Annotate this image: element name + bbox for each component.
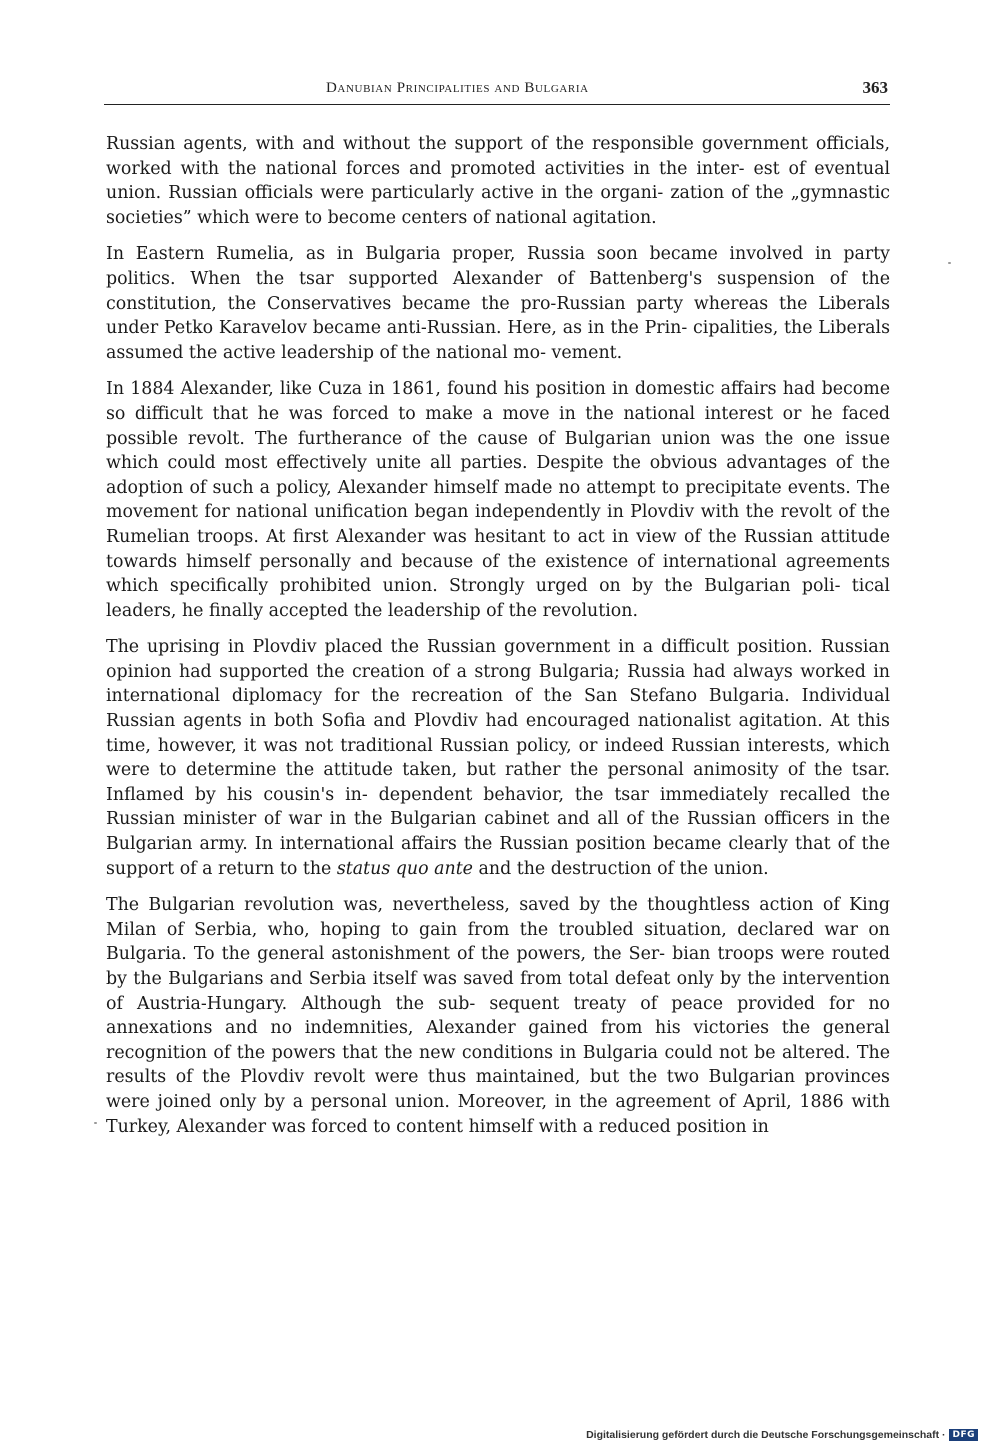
- text-line: in the Bulgarian cabinet and all of the Russian officers in the Bulgarian army.: [106, 809, 890, 855]
- paragraph-5: [106, 893, 890, 1139]
- text-line: began independently in Plovdiv with the revolt of the Rumelian troops. At: [106, 502, 891, 547]
- paragraph-4: [106, 635, 890, 881]
- paragraph-2: [106, 242, 890, 365]
- text-line: sequent treaty of peace provided for no annexations and no indemnities,: [106, 993, 890, 1039]
- body-text: [106, 132, 890, 1151]
- text-line: interest or he faced possible revolt. The furtherance of the cause of Bulgarian: [106, 403, 890, 449]
- text-line: The uprising in Plovdiv placed the Russian government in a difficult position.: [106, 637, 813, 658]
- footer-text: Digitalisierung gefördert durch die Deutsche Forschungsgemeinschaft ·: [586, 1429, 946, 1441]
- running-title: Danubian Principalities and Bulgaria: [326, 80, 589, 96]
- text-line: dependent behavior, the tsar immediately recalled the Russian minister of war: [106, 784, 890, 830]
- text-line: of a return to the: [179, 858, 337, 879]
- text-line: tical leaders, he finally accepted the leadership of the revolution.: [106, 576, 890, 621]
- text-line: nationalist agitation. At this time, however, it was not traditional Russian: [106, 711, 890, 756]
- text-line: himself personally and because of the existence of international agreements: [185, 551, 890, 572]
- text-line: Bulgaria. Individual Russian agents in both Sofia and Plovdiv had encouraged: [106, 686, 891, 732]
- text-line: The Bulgarian revolution was, nevertheless, saved by the thoughtless action: [106, 895, 814, 916]
- text-line: the obvious advantages of the adoption of such a policy, Alexander himself: [106, 453, 890, 498]
- running-header: [104, 78, 890, 105]
- text-line: In Eastern Rumelia, as in Bulgaria proper, Russia soon became involved in: [106, 244, 832, 265]
- scan-speck: [94, 1122, 97, 1124]
- text-line: In international affairs the Russian position became clearly that of the support: [106, 834, 891, 879]
- text-line: the Liberals under Petko Karavelov became anti-Russian. Here, as in the Prin-: [106, 293, 890, 339]
- text-line: had become so difficult that he was forced to make a move in the national: [106, 379, 890, 424]
- text-line: the new conditions in Bulgaria could not be altered. The results of the Plovdiv: [106, 1042, 890, 1088]
- text-line: Russian agents, with and without the support of the responsible government: [106, 134, 808, 154]
- text-line: officials, worked with the national forces and promoted activities in the inter-: [106, 134, 890, 179]
- text-line: of the constitution, the Conservatives became the pro-Russian party whereas: [106, 268, 890, 314]
- text-line: bian troops were routed by the Bulgarians and Serbia itself was saved from: [106, 944, 891, 989]
- text-line: party politics. When the tsar supported Alexander of Battenberg's suspension: [106, 244, 891, 289]
- text-line: policy, or indeed Russian interests, which were to determine the attitude taken,: [106, 735, 890, 781]
- text-line: total defeat only by the intervention of Austria-Hungary. Although the sub-: [106, 969, 890, 1014]
- text-line: first Alexander was hesitant to act in view of the Russian attitude towards: [106, 526, 890, 572]
- text-line: union was the one issue which could most effectively unite all parties. Despite: [106, 428, 890, 474]
- text-line: Russian opinion had supported the creation of a strong Bulgaria; Russia had: [106, 637, 890, 682]
- dfg-logo: DFG: [949, 1429, 978, 1441]
- text-line: zation of the „gymnastic societies” which were to become centers of national: [106, 183, 891, 228]
- text-line: made no attempt to precipitate events. The movement for national unification: [106, 477, 891, 523]
- text-line: and the destruction of the union.: [472, 858, 769, 879]
- text-line: revolt were thus maintained, but the two Bulgarian provinces were joined: [106, 1067, 890, 1112]
- scan-speck: [948, 262, 951, 264]
- page-number: 363: [862, 78, 888, 97]
- text-line: only by a personal union. Moreover, in the agreement of April, 1886 with: [219, 1091, 891, 1112]
- text-line: vement.: [551, 342, 623, 363]
- text-line: Alexander gained from his victories the general recognition of the powers that: [106, 1018, 890, 1063]
- italic-phrase: status quo ante: [336, 858, 473, 879]
- text-line: In 1884 Alexander, like Cuza in 1861, found his position in domestic affairs: [106, 379, 777, 400]
- text-line: declared war on Bulgaria. To the general astonishment of the powers, the Ser-: [106, 919, 890, 965]
- text-line: which specifically prohibited union. Strongly urged on by the Bulgarian poli-: [106, 576, 841, 597]
- text-line: always worked in international diplomacy for the recreation of the San Stefano: [106, 661, 890, 707]
- text-line: of King Milan of Serbia, who, hoping to gain from the troubled situation,: [106, 895, 890, 940]
- text-line: cipalities, the Liberals assumed the active leadership of the national mo-: [106, 318, 890, 363]
- text-line: est of eventual union. Russian officials were particularly active in the organi-: [106, 158, 891, 204]
- text-line: but rather the personal animosity of the tsar. Inflamed by his cousin's in-: [106, 760, 890, 805]
- text-line: agitation.: [572, 207, 657, 228]
- paragraph-3: [106, 377, 890, 623]
- digitization-footer: [586, 1429, 978, 1441]
- paragraph-1: [106, 132, 890, 230]
- text-line: Turkey, Alexander was forced to content himself with a reduced position in: [106, 1116, 769, 1137]
